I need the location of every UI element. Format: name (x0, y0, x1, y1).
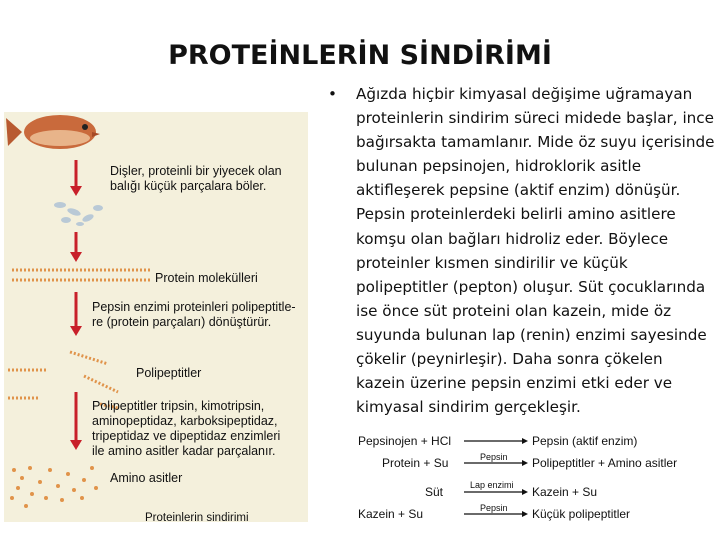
reaction2-right: Polipeptitler + Amino asitler (532, 456, 678, 470)
protein-chains (12, 270, 150, 280)
slide-title: PROTEİNLERİN SİNDİRİMİ (168, 40, 552, 71)
polypeptides-label: Polipeptitler (136, 366, 202, 380)
protein-molecules-label: Protein molekülleri (155, 271, 258, 285)
step3-label: Polipeptitler tripsin, kimotripsin, aminopeptidaz, karboksipeptidaz, tripeptidaz ve dipeptidaz enzimleri ile amino asitler kadar parçalanır. (92, 399, 281, 458)
reaction2-left: Protein + Su (382, 456, 449, 470)
step1-label: Dişler, proteinli bir yiyecek olan balığı küçük parçalara böler. (110, 164, 282, 193)
reaction3-enzyme: Lap enzimi (470, 480, 514, 490)
process-arrows (70, 160, 82, 450)
reaction4-right: Küçük polipeptitler (532, 507, 631, 521)
reaction4-left: Kazein + Su (358, 507, 424, 521)
bullet-marker: • (328, 85, 337, 103)
step2-label: Pepsin enzimi proteinleri polipeptitle- re (protein parçaları) dönüştürür. (92, 300, 296, 329)
amino-acids-label: Amino asitler (110, 471, 183, 485)
reaction1-right: Pepsin (aktif enzim) (532, 434, 638, 448)
figure-caption: Proteinlerin sindirimi (145, 512, 249, 524)
fish-fragments (54, 202, 103, 226)
reaction3-left: Süt (425, 485, 444, 499)
reaction2-enzyme: Pepsin (480, 452, 508, 462)
reaction4-enzyme: Pepsin (480, 503, 508, 513)
amino-acid-dots (10, 466, 98, 508)
reaction1-left: Pepsinojen + HCl (358, 434, 452, 448)
bullet-text: Ağızda hiçbir kimyasal değişime uğramayan proteinlerin sindirim süreci midede başlar, ince bağırsakta tamamlanır. Mide öz suyu içerisinde bulunan pepsinojen, hidroklorik asitle aktifleşerek pepsine (aktif enzim) dönüşür. Pepsin proteinlerdeki belirli amino asitlere komşu olan bağları hidroliz eder. Böylece proteinler kısmen sindirilir ve küçük polipeptitler (pepton) oluşur. Süt çocuklarında ise önce süt proteini olan kazein, mide öz suyunda bulunan lap (renin) enzimi sayesinde çökelir (peynirleşir). Daha sonra çökelen kazein üzerine pepsin enzimi etki eder ve kimyasal sindirim gerçekleşir. (356, 85, 715, 417)
reaction3-right: Kazein + Su (532, 485, 598, 499)
fish-illustration (6, 115, 100, 149)
